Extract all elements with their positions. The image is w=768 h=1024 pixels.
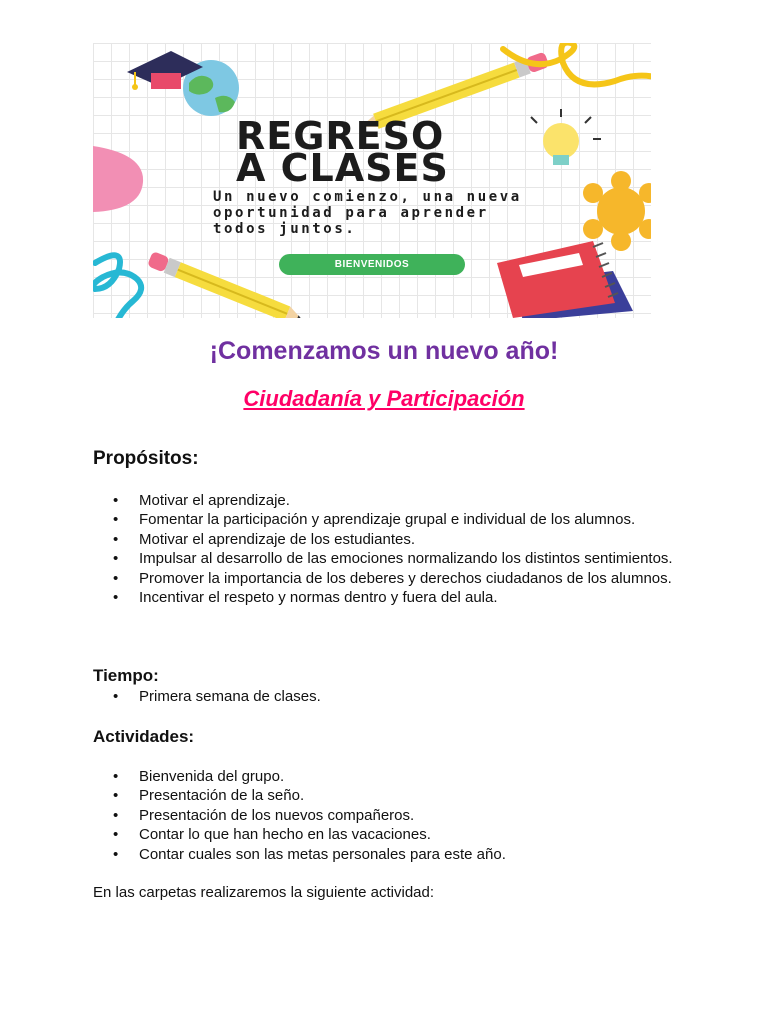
closing-paragraph: En las carpetas realizaremos la siguiente actividad: xyxy=(93,884,435,901)
list-item: • Presentación de la seño. xyxy=(93,786,673,805)
banner-title-line1: REGRESO xyxy=(236,114,445,158)
purposes-heading: Propósitos: xyxy=(93,448,199,469)
squiggle-icon xyxy=(503,43,651,84)
activities-list xyxy=(93,767,673,864)
list-item: • Bienvenida del grupo. xyxy=(93,767,673,786)
list-item: • Incentivar el respeto y normas dentro y fuera del aula. xyxy=(93,588,673,607)
list-item: • Promover la importancia de los deberes y derechos ciudadanos de los alumnos. xyxy=(93,569,673,588)
activities-heading: Actividades: xyxy=(93,727,195,746)
list-item: • Fomentar la participación y aprendizaje grupal e individual de los alumnos. xyxy=(93,510,673,529)
list-item: • Motivar el aprendizaje de los estudiantes. xyxy=(93,530,673,549)
list-item: • Motivar el aprendizaje. xyxy=(93,491,673,510)
squiggle-icon xyxy=(93,255,141,318)
welcome-badge: BIENVENIDOS xyxy=(279,254,465,275)
list-item: • Presentación de los nuevos compañeros. xyxy=(93,806,673,825)
back-to-school-banner xyxy=(93,43,651,318)
banner-subtitle: Un nuevo comienzo, una nueva oportunidad para aprender todos juntos. xyxy=(213,189,522,237)
pink-shape xyxy=(93,146,143,212)
list-item: • Primera semana de clases. xyxy=(93,687,673,706)
sun-icon xyxy=(583,171,651,251)
list-item: • Contar lo que han hecho en las vacaciones. xyxy=(93,825,673,844)
time-heading: Tiempo: xyxy=(93,666,159,685)
list-item: • Contar cuales son las metas personales para este año. xyxy=(93,845,673,864)
page-subtitle: Ciudadanía y Participación xyxy=(243,386,525,411)
banner-title-line2: A CLASES xyxy=(236,146,449,190)
lightbulb-icon xyxy=(531,109,601,165)
purposes-list xyxy=(93,491,673,607)
notebook-icon xyxy=(497,241,633,318)
page-title: ¡Comenzamos un nuevo año! xyxy=(209,337,559,365)
list-item: • Impulsar al desarrollo de las emociones normalizando los distintos sentimientos. xyxy=(93,549,673,568)
time-list xyxy=(93,687,673,706)
